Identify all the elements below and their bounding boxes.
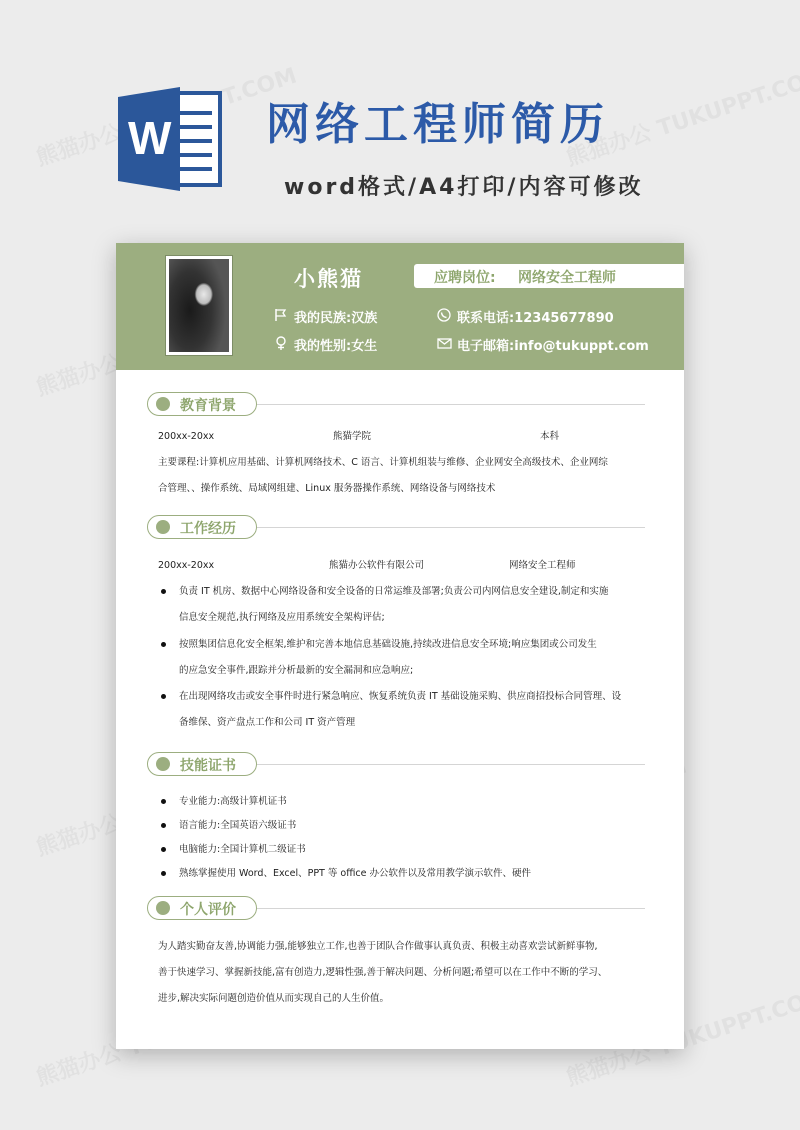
- page-title: 网络工程师简历: [266, 99, 609, 150]
- phone-text: 联系电话:12345677890: [457, 311, 614, 326]
- gender-info: [294, 335, 377, 354]
- ethnicity-text: 我的民族:汉族: [294, 311, 378, 326]
- education-title: 教育背景: [180, 398, 236, 414]
- gender-text: 我的性别:女生: [294, 339, 378, 354]
- profile-photo: [165, 255, 233, 356]
- education-courses: 合管理、、操作系统、局域网组建、Linux 服务器操作系统、网络设备与网络技术: [158, 483, 496, 494]
- resume-header-band: [116, 243, 684, 370]
- work-date: 200xx-20xx: [158, 560, 215, 571]
- word-logo-icon: [116, 83, 228, 195]
- evaluation-text: 为人踏实勤奋友善,协调能力强,能够独立工作,也善于团队合作做事认真负责、积极主动喜欢尝试新鲜事物,: [158, 941, 598, 952]
- list-item: 信息安全规范,执行网络及应用系统安全架构评估;: [179, 612, 385, 623]
- flag-icon: [274, 308, 288, 322]
- person-icon: [156, 901, 170, 915]
- phone-info: [457, 307, 614, 326]
- list-item: 电脑能力:全国计算机二级证书: [179, 844, 306, 855]
- candidate-name: 小熊猫: [294, 267, 363, 291]
- evaluation-section-header: [147, 896, 645, 922]
- ethnicity-info: [294, 307, 377, 326]
- certificate-icon: [156, 757, 170, 771]
- list-item: 按照集团信息化安全框架,维护和完善本地信息基础设施,持续改进信息安全环境;响应集团或公司发生: [179, 639, 597, 650]
- work-company: 熊猫办公软件有限公司: [329, 560, 425, 571]
- list-item: 备维保、资产盘点工作和公司 IT 资产管理: [179, 717, 356, 728]
- work-position: 网络安全工程师: [509, 560, 576, 571]
- list-item: 负责 IT 机房、数据中心网络设备和安全设备的日常运维及部署;负责公司内网信息安全建设,制定和实施: [179, 586, 609, 597]
- evaluation-title: 个人评价: [180, 902, 236, 918]
- evaluation-text: 善于快速学习、掌握新技能,富有创造力,逻辑性强,善于解决问题、分析问题;希望可以在工作中不断的学习、: [158, 967, 608, 978]
- email-text: 电子邮箱:info@tukuppt.com: [457, 339, 649, 354]
- page-subtitle: word格式/A4打印/内容可修改: [284, 175, 644, 200]
- phone-icon: [437, 308, 451, 322]
- evaluation-text: 进步,解决实际问题创造价值从而实现自己的人生价值。: [158, 993, 390, 1004]
- female-icon: [274, 336, 288, 350]
- email-info: [457, 335, 649, 354]
- list-item: 的应急安全事件,跟踪并分析最新的安全漏洞和应急响应;: [179, 665, 414, 676]
- education-section-header: [147, 392, 645, 418]
- clock-icon: [156, 520, 170, 534]
- job-position-bar: [414, 264, 684, 288]
- job-label: 应聘岗位:: [434, 270, 496, 286]
- work-section-header: [147, 515, 645, 541]
- education-degree: 本科: [540, 431, 560, 442]
- resume-page: [116, 243, 684, 1049]
- education-date: 200xx-20xx: [158, 431, 215, 442]
- skills-section-header: [147, 752, 645, 778]
- education-school: 熊猫学院: [333, 431, 372, 442]
- list-item: 专业能力:高级计算机证书: [179, 796, 287, 807]
- skills-title: 技能证书: [180, 758, 236, 774]
- list-item: 语言能力:全国英语六级证书: [179, 820, 297, 831]
- job-value: 网络安全工程师: [518, 270, 616, 286]
- list-item: 在出现网络攻击或安全事件时进行紧急响应、恢复系统负责 IT 基础设施采购、供应商招投标合同管理、设: [179, 691, 622, 702]
- education-courses: 主要课程:计算机应用基础、计算机网络技术、C 语言、计算机组装与维修、企业网安全高级技术、企业网综: [158, 457, 608, 468]
- education-icon: [156, 397, 170, 411]
- mail-icon: [437, 336, 452, 350]
- word-logo-letter: W: [128, 112, 172, 164]
- list-item: 熟练掌握使用 Word、Excel、PPT 等 office 办公软件以及常用教学演示软件、硬件: [179, 868, 531, 879]
- work-title: 工作经历: [180, 521, 236, 537]
